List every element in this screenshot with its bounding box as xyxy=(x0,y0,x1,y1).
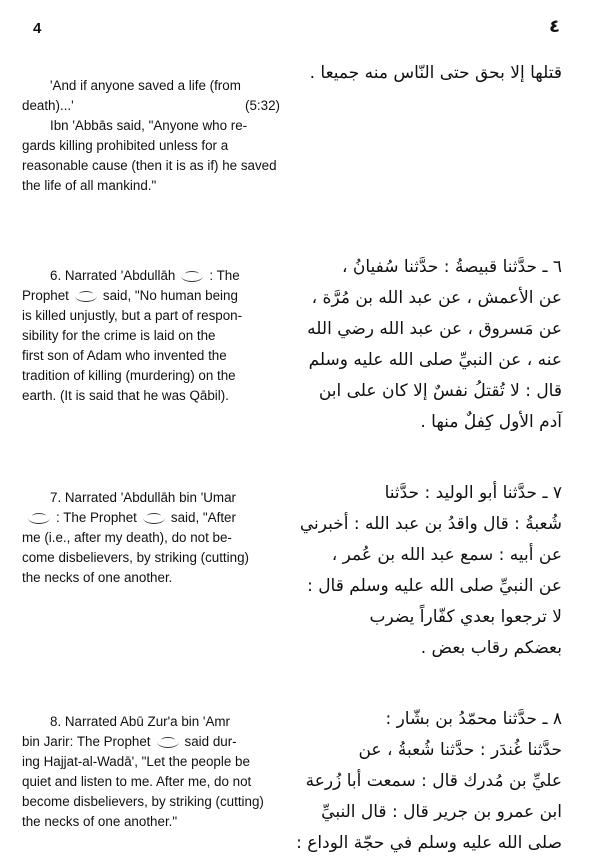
english-hadith-8 xyxy=(22,712,280,832)
arabic-line: بعضكم رقاب بعض . xyxy=(420,638,562,658)
text-line: the necks of one another." xyxy=(22,814,178,829)
arabic-line: عنه ، عن النبيِّ صلى الله عليه وسلم xyxy=(308,350,562,370)
text-line: : The xyxy=(209,268,240,283)
arabic-line: لا ترجعوا بعدي كفّاراً يضرب xyxy=(369,607,562,627)
text-line: ing Hajjat-al-Wadā', "Let the people be xyxy=(22,754,250,769)
arabic-line: عن الأعمش ، عن عبد الله بن مُرَّة ، xyxy=(311,288,562,308)
arabic-line: قال : لا تُقتلُ نفسٌ إلا كان على ابن xyxy=(318,381,562,401)
arabic-hadith-8 xyxy=(294,704,562,859)
arabic-line: آدم الأول كِفلٌ منها . xyxy=(420,412,562,432)
honorific-seal-icon xyxy=(28,512,50,524)
arabic-hadith-7 xyxy=(294,478,562,664)
text-line: 'And if anyone saved a life (from xyxy=(50,78,241,93)
arabic-line: ٦ ـ حدَّثنا قبيصةُ : حدَّثنا سُفيانُ ، xyxy=(342,257,562,277)
text-line: 7. Narrated 'Abdullāh bin 'Umar xyxy=(50,490,236,505)
arabic-line: عن النبيِّ صلى الله عليه وسلم قال : xyxy=(307,576,562,596)
arabic-line: عن أبيه : سمع عبد الله بن عُمر ، xyxy=(331,545,562,565)
arabic-line: حدَّثنا غُندَر : حدَّثنا شُعبةُ ، عن xyxy=(358,740,562,760)
english-hadith-6 xyxy=(22,266,280,406)
english-hadith-7 xyxy=(22,488,280,588)
arabic-line: ابن عمرو بن جرير قال : قال النبيِّ xyxy=(321,802,562,822)
text-line: become disbelievers, by striking (cutting) xyxy=(22,794,264,809)
arabic-line: ٨ ـ حدَّثنا محمّدُ بن بشّار : xyxy=(385,709,562,729)
text-line: quiet and listen to me. After me, do not xyxy=(22,774,252,789)
arabic-line: عليِّ بن مُدرك قال : سمعت أبا زُرعة xyxy=(305,771,562,791)
text-line: tradition of killing (murdering) on the xyxy=(22,368,236,383)
text-line: is killed unjustly, but a part of respon- xyxy=(22,308,243,323)
text-line: sibility for the crime is laid on the xyxy=(22,328,216,343)
text-line: reasonable cause (then it is as if) he saved xyxy=(22,158,277,173)
text-line: Ibn 'Abbās said, "Anyone who re- xyxy=(50,118,248,133)
text-line: the necks of one another. xyxy=(22,570,173,585)
text-line: said, "After xyxy=(170,510,236,525)
text-line: : The Prophet xyxy=(56,510,137,525)
text-line: the life of all mankind." xyxy=(22,178,157,193)
text-line: Prophet xyxy=(22,288,69,303)
honorific-seal-icon xyxy=(157,736,179,748)
text-line: 6. Narrated 'Abdullāh xyxy=(50,268,176,283)
text-line: death)...' xyxy=(22,98,74,113)
honorific-seal-icon xyxy=(75,290,97,302)
text-line: gards killing prohibited unless for a xyxy=(22,138,229,153)
text-line: first son of Adam who invented the xyxy=(22,348,227,363)
page-number-arabic: ٤ xyxy=(549,16,560,37)
arabic-hadith-6 xyxy=(294,252,562,438)
verse-reference: (5:32) xyxy=(245,98,280,113)
text-line: come disbelievers, by striking (cutting) xyxy=(22,550,249,565)
text-line: me (i.e., after my death), do not be- xyxy=(22,530,232,545)
honorific-seal-icon xyxy=(143,512,165,524)
text-line: 8. Narrated Abū Zur'a bin 'Amr xyxy=(50,714,231,729)
arabic-passage-quran-verse xyxy=(294,58,562,89)
text-line: said dur- xyxy=(184,734,237,749)
text-line: said, "No human being xyxy=(102,288,238,303)
arabic-line: عن مَسروق ، عن عبد الله رضي الله xyxy=(307,319,562,339)
arabic-line: قتلها إلا بحق حتى النّاس منه جميعا . xyxy=(309,63,562,83)
english-passage-quran-verse xyxy=(22,76,280,196)
text-line: earth. (It is said that he was Qābil). xyxy=(22,388,229,403)
arabic-line: ٧ ـ حدَّثنا أبو الوليد : حدَّثنا xyxy=(384,483,562,503)
arabic-line: شُعبةُ : قال واقدُ بن عبد الله : أخبرني xyxy=(299,514,562,534)
arabic-line: صلى الله عليه وسلم في حجّة الوداع : xyxy=(296,833,562,853)
honorific-seal-icon xyxy=(181,270,203,282)
page-number: 4 xyxy=(33,20,42,37)
text-line: bin Jarir: The Prophet xyxy=(22,734,151,749)
